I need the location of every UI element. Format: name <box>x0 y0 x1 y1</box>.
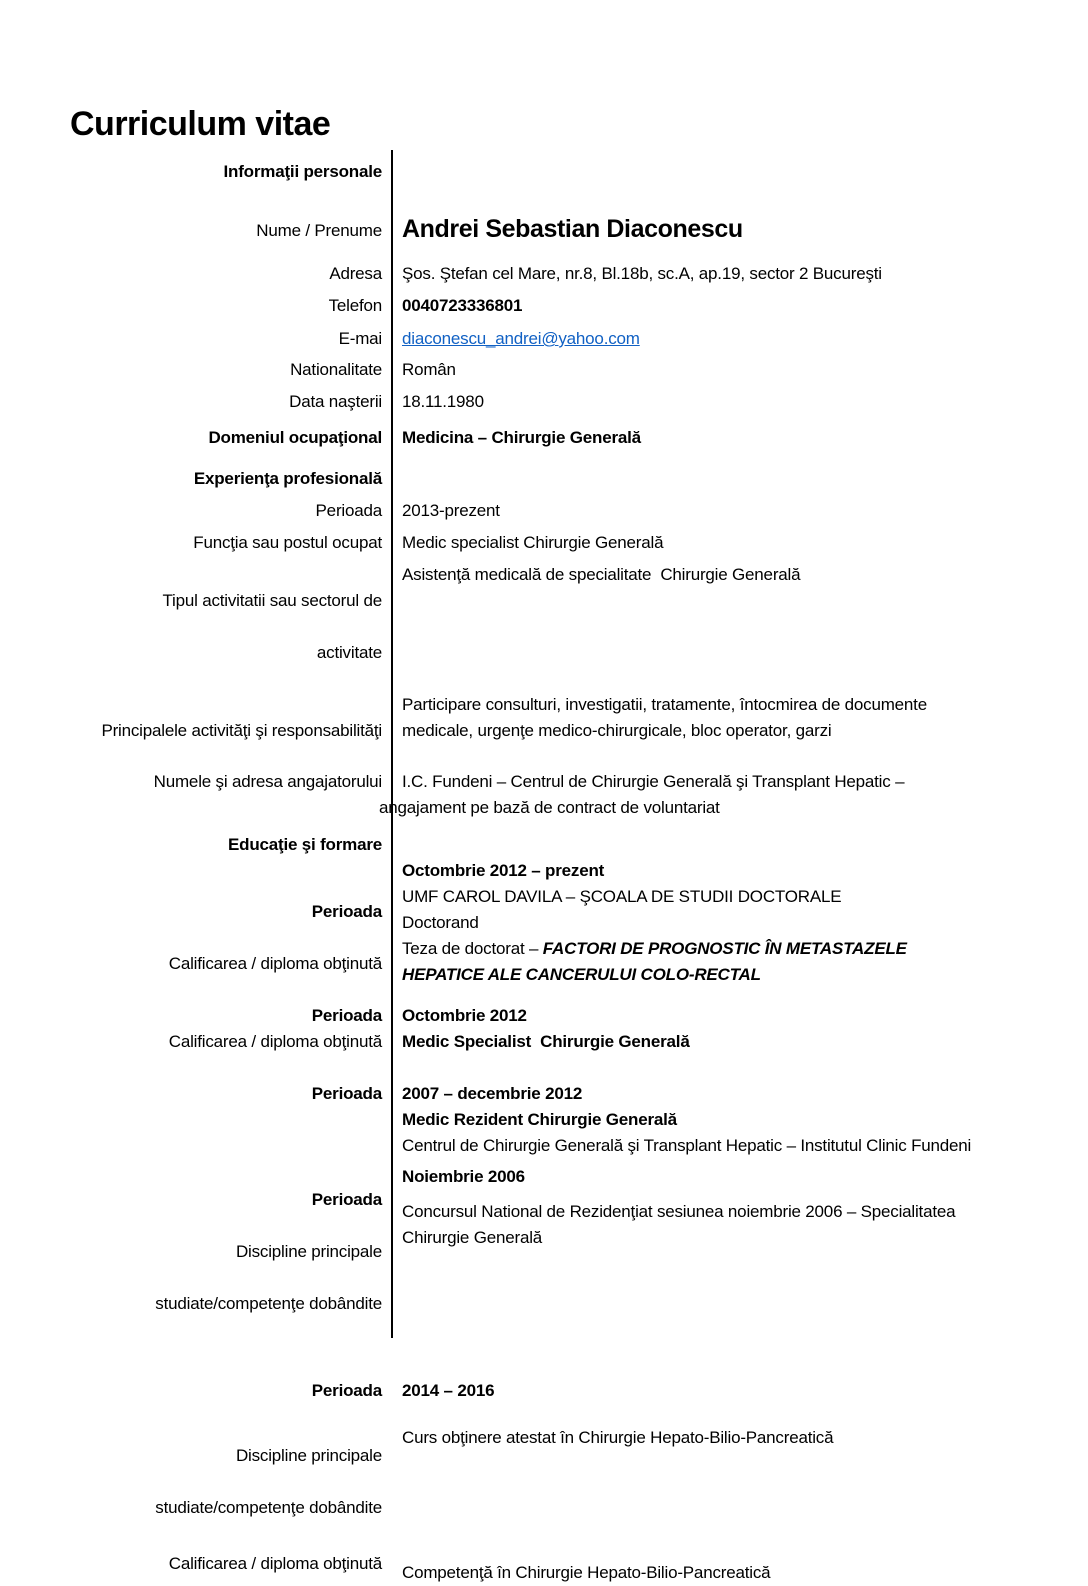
section-educatie-formare: Educaţie şi formare <box>228 835 382 854</box>
row-tipul-activitatii <box>72 562 1016 692</box>
row-email <box>72 326 1016 352</box>
value-angajator-line1: I.C. Fundeni – Centrul de Chirurgie Generală şi Transplant Hepatic – <box>402 772 905 791</box>
label-edu1-perioada: Perioada <box>311 902 382 921</box>
value-edu3-institutie: Centrul de Chirurgie Generală şi Transplant Hepatic – Institutul Clinic Fundeni <box>402 1136 972 1155</box>
label-edu5-calificarea: Calificarea / diploma obţinută <box>168 1554 382 1573</box>
value-functia: Medic specialist Chirurgie Generală <box>402 533 664 552</box>
value-edu4-line1: Concursul National de Rezidenţiat sesiunea noiembrie 2006 – Specialitatea <box>402 1202 956 1221</box>
value-edu3-rol: Medic Rezident Chirurgie Generală <box>402 1110 677 1129</box>
label-educatie-5b <box>72 1417 391 1547</box>
teza-prefix: Teza de doctorat – <box>402 939 543 958</box>
value-edu5-curs: Curs obţinere atestat în Chirurgie Hepato-Bilio-Pancreatică <box>402 1428 834 1447</box>
row-educatie-3 <box>72 1081 1016 1159</box>
value-adresa: Şos. Ştefan cel Mare, nr.8, Bl.18b, sc.A, ap.19, sector 2 Bucureşti <box>402 264 882 283</box>
row-educatie-4 <box>72 1161 1016 1343</box>
value-tipul-activitatii: Asistenţă medicală de specialitate Chirurgie Generală <box>402 565 801 584</box>
row-data-nasterii <box>72 389 1016 415</box>
value-principalele-line2: medicale, urgenţe medico-chirurgicale, bloc operator, garzi <box>402 721 832 740</box>
label-principalele: Principalele activităţi şi responsabilităţi <box>101 721 382 740</box>
label-tipul-line1: Tipul activitatii sau sectorul de <box>162 591 382 610</box>
value-nume: Andrei Sebastian Diaconescu <box>402 215 743 243</box>
row-educatie-5b <box>72 1417 1016 1547</box>
email-link[interactable]: diaconescu_andrei@yahoo.com <box>402 329 640 348</box>
value-edu5-calificare: Competenţă în Chirurgie Hepato-Bilio-Pancreatică <box>402 1563 771 1582</box>
row-informatii-personale <box>72 159 1016 185</box>
row-educatie-5c <box>72 1551 1016 1586</box>
value-edu2-perioada: Octombrie 2012 <box>402 1006 527 1025</box>
label-edu1-calificarea: Calificarea / diploma obţinută <box>168 954 382 973</box>
label-nationalitate: Nationalitate <box>290 360 382 379</box>
row-experienta-header <box>72 466 1016 492</box>
label-edu3-perioada: Perioada <box>311 1084 382 1103</box>
value-educatie-1 <box>391 858 1016 1003</box>
value-domeniul-ocupational: Medicina – Chirurgie Generală <box>402 428 641 447</box>
value-telefon: 0040723336801 <box>402 296 523 315</box>
value-principalele <box>391 692 1016 744</box>
value-edu2-calificare: Medic Specialist Chirurgie Generală <box>402 1032 690 1051</box>
label-domeniul-ocupational: Domeniul ocupaţional <box>208 428 382 447</box>
label-tipul-activitatii <box>72 562 391 692</box>
label-edu4-perioada: Perioada <box>311 1190 382 1209</box>
value-edu4-line2: Chirurgie Generală <box>402 1228 543 1247</box>
row-adresa <box>72 261 1016 287</box>
label-edu4-discipline-line2: studiate/competenţe dobândite <box>155 1294 382 1313</box>
row-domeniul <box>72 425 1016 451</box>
row-nume <box>72 214 1016 244</box>
row-educatie-header <box>72 832 1016 858</box>
row-nationalitate <box>72 357 1016 383</box>
page-title: Curriculum vitae <box>70 104 331 143</box>
value-data-nasterii: 18.11.1980 <box>402 392 484 411</box>
row-principalele <box>72 692 1016 744</box>
label-educatie-4 <box>72 1161 391 1343</box>
label-nume: Nume / Prenume <box>256 221 382 240</box>
row-educatie-2 <box>72 1003 1016 1029</box>
value-nationalitate: Român <box>402 360 456 379</box>
row-angajator <box>72 769 1016 821</box>
label-edu5-perioada: Perioada <box>311 1381 382 1400</box>
value-educatie-3 <box>391 1081 1016 1159</box>
value-edu1-rol: Doctorand <box>402 913 479 932</box>
label-edu4-discipline-line1: Discipline principale <box>235 1242 382 1261</box>
value-edu1-teza-line1 <box>402 936 1016 962</box>
value-angajator-line2: angajament pe bază de contract de voluntariat <box>379 798 720 817</box>
teza-titlu-line1: FACTORI DE PROGNOSTIC ÎN METASTAZELE <box>542 939 907 958</box>
label-educatie-1 <box>72 858 391 1003</box>
value-educatie-4 <box>391 1161 1016 1343</box>
row-educatie-1 <box>72 858 1016 1003</box>
value-edu4-perioada: Noiembrie 2006 <box>402 1167 525 1186</box>
row-telefon <box>72 293 1016 319</box>
value-edu3-perioada: 2007 – decembrie 2012 <box>402 1084 583 1103</box>
label-edu5-discipline-line2: studiate/competenţe dobândite <box>155 1498 382 1517</box>
cv-table <box>72 150 1016 1586</box>
label-angajator: Numele şi adresa angajatorului <box>153 772 382 791</box>
value-angajator <box>379 769 1016 821</box>
value-edu1-perioada: Octombrie 2012 – prezent <box>402 861 605 880</box>
label-adresa: Adresa <box>329 264 382 283</box>
label-perioada: Perioada <box>315 501 382 520</box>
value-edu1-universitate: UMF CAROL DAVILA – ŞCOALA DE STUDII DOCTORALE <box>402 887 842 906</box>
label-edu2-calificarea: Calificarea / diploma obţinută <box>168 1032 382 1051</box>
label-functia: Funcţia sau postul ocupat <box>193 533 382 552</box>
teza-titlu-line2: HEPATICE ALE CANCERULUI COLO-RECTAL <box>402 965 761 984</box>
label-edu2-perioada: Perioada <box>311 1006 382 1025</box>
row-exp-perioada <box>72 498 1016 524</box>
section-informatii-personale: Informaţii personale <box>223 162 382 181</box>
row-functia <box>72 530 1016 556</box>
label-tipul-line2: activitate <box>316 643 382 662</box>
value-edu5-perioada: 2014 – 2016 <box>402 1381 495 1400</box>
row-educatie-2b <box>72 1029 1016 1055</box>
label-data-nasterii: Data naşterii <box>289 392 382 411</box>
value-principalele-line1: Participare consulturi, investigatii, tratamente, întocmirea de documente <box>402 695 927 714</box>
label-telefon: Telefon <box>328 296 382 315</box>
section-experienta-profesionala: Experienţa profesională <box>193 469 382 488</box>
value-exp-perioada: 2013-prezent <box>402 501 500 520</box>
row-educatie-5 <box>72 1378 1016 1404</box>
label-email: E-mai <box>338 329 382 348</box>
label-edu5-discipline-line1: Discipline principale <box>235 1446 382 1465</box>
